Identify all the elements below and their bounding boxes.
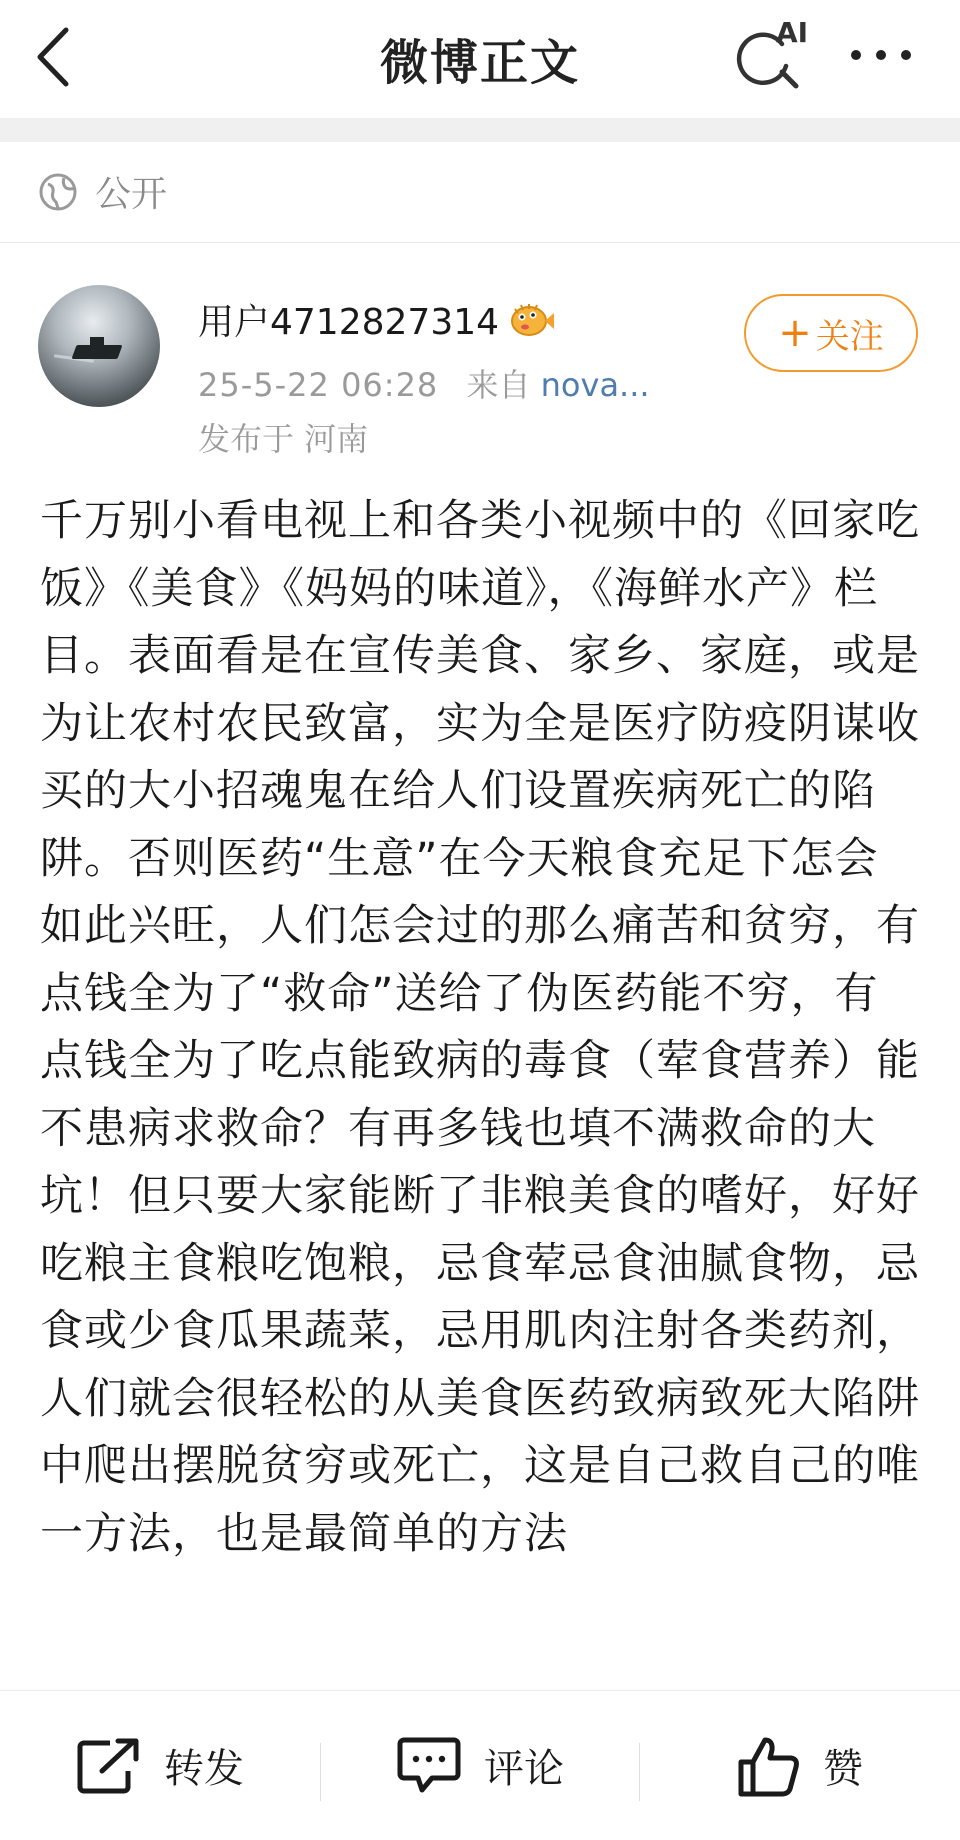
post-meta <box>198 360 650 406</box>
plus-icon: + <box>778 310 812 356</box>
page-title: 微博正文 <box>379 35 580 91</box>
source-device-link[interactable]: nova... <box>540 366 650 404</box>
globe-icon <box>38 172 78 212</box>
username[interactable]: 用户4712827314 <box>198 301 500 343</box>
repost-label: 转发 <box>164 1746 244 1792</box>
post-text: 千万别小看电视上和各类小视频中的《回家吃饭》《美食》《妈妈的味道》，《海鲜水产》栏目。表面看是在宣传美食、家乡、家庭，或是为让农村农民致富，实为全是医疗防疫阴谋收买的大小招魂鬼在给人们设置疾病死亡的陷阱。否则医药“生意”在今天粮食充足下怎会如此兴旺，人们怎会过的那么痛苦和贫穷，有点钱全为了“救命”送给了伪医药能不穷，有点钱全为了吃点能致病的毒食（荤食营养）能不患病求救命？有再多钱也填不满救命的大坑！但只要大家能断了非粮美食的嗜好，好好吃粮主食粮吃饱粮，忌食荤忌食油腻食物，忌食或少食瓜果蔬菜，忌用肌肉注射各类药剂，人们就会很轻松的从美食医药致病致死大陷阱中爬出摆脱贫穷或死亡，这是自己救自己的唯一方法，也是最简单的方法 <box>40 496 920 1559</box>
follow-button[interactable] <box>744 294 918 372</box>
source-prefix: 来自 <box>466 366 531 404</box>
more-options-icon[interactable] <box>846 40 916 70</box>
visibility-row <box>0 142 960 243</box>
ai-label: AI <box>776 16 809 49</box>
ai-search-button[interactable] <box>730 14 810 94</box>
top-nav-bar <box>0 0 960 118</box>
repost-button[interactable] <box>0 1691 320 1840</box>
username-row <box>198 292 555 346</box>
like-button[interactable] <box>640 1691 960 1840</box>
pufferfish-badge-icon <box>509 299 555 339</box>
visibility-label: 公开 <box>95 174 168 215</box>
post-time: 25-5-22 06:28 <box>198 366 439 404</box>
thumbs-up-icon <box>737 1734 801 1798</box>
like-label: 赞 <box>823 1746 863 1792</box>
bottom-action-bar <box>0 1690 960 1840</box>
comment-label: 评论 <box>484 1746 564 1792</box>
repost-icon <box>76 1737 142 1795</box>
avatar[interactable] <box>38 285 160 407</box>
follow-label: 关注 <box>815 316 884 357</box>
section-divider <box>0 118 960 142</box>
comment-icon <box>396 1736 462 1796</box>
comment-button[interactable] <box>321 1691 639 1840</box>
post-location: 发布于 河南 <box>198 420 369 458</box>
